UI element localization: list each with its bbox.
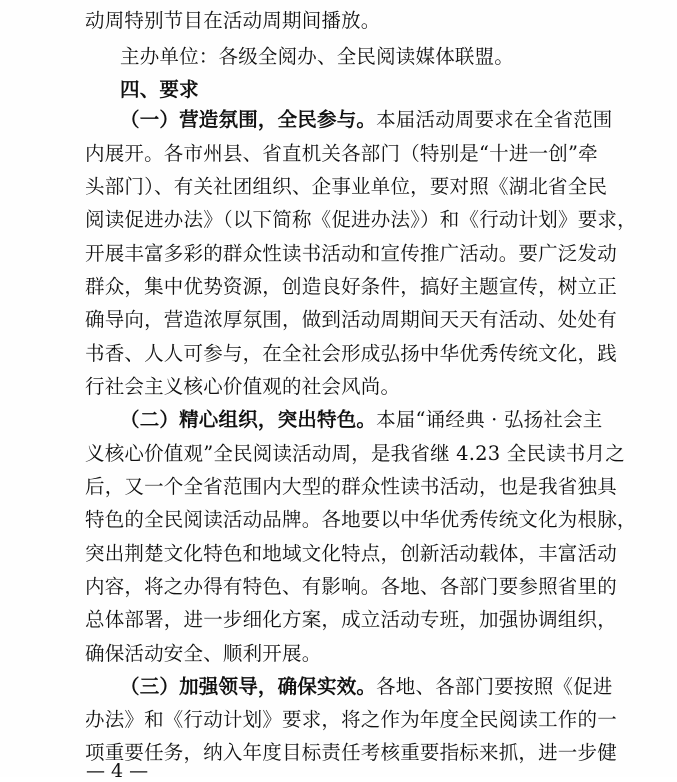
text-line: 群众，集中优势资源，创造良好条件，搞好主题宣传，树立正 (85, 275, 617, 298)
text-line: 义核心价值观”全民阅读活动周，是我省继 4.23 全民读书月之 (85, 442, 625, 465)
text-line: 内容，将之办得有特色、有影响。各地、各部门要参照省里的 (85, 575, 617, 598)
sub-heading: （一）营造氛围，全民参与。 (120, 108, 377, 131)
text-line: 项重要任务，纳入年度目标责任考核重要指标来抓，进一步健 (85, 741, 617, 764)
text-span: 各地、各部门要按照《促进 (376, 675, 613, 698)
text-line: 办法》和《行动计划》要求，将之作为年度全民阅读工作的一 (85, 708, 617, 731)
text-line: 总体部署，进一步细化方案，成立活动专班，加强协调组织， (85, 608, 617, 631)
text-line: 书香、人人可参与，在全社会形成弘扬中华优秀传统文化，践 (85, 342, 617, 365)
text-line: 行社会主义核心价值观的社会风尚。 (85, 375, 401, 398)
text-span: 本届活动周要求在全省范围 (376, 108, 613, 131)
text-line: 后，又一个全省范围内大型的群众性读书活动，也是我省独具 (85, 475, 617, 498)
text-line: 开展丰富多彩的群众性读书活动和宣传推广活动。要广泛发动 (85, 242, 617, 265)
text-line: 头部门）、有关社团组织、企事业单位，要对照《湖北省全民 (85, 175, 608, 198)
text-line: 确导向，营造浓厚氛围，做到活动周期间天天有活动、处处有 (85, 308, 617, 331)
sub-heading: （二）精心组织，突出特色。 (120, 408, 377, 431)
text-span: 本届“诵经典 · 弘扬社会主 (376, 408, 603, 431)
page-number: — 4 — (86, 760, 149, 782)
text-line (120, 103, 613, 137)
text-line: 特色的全民阅读活动品牌。各地要以中华优秀传统文化为根脉， (85, 508, 637, 531)
text-line (120, 403, 603, 437)
text-line: 阅读促进办法》（以下简称《促进办法》）和《行动计划》要求， (85, 208, 637, 231)
text-line: 确保活动安全、顺利开展。 (85, 642, 322, 665)
text-line: 主办单位：各级全阅办、全民阅读媒体联盟。 (120, 45, 515, 68)
text-line: 动周特别节目在活动周期间播放。 (85, 9, 381, 32)
text-line: 突出荆楚文化特色和地域文化特点，创新活动载体，丰富活动 (85, 542, 617, 565)
text-line (120, 670, 613, 704)
sub-heading: （三）加强领导，确保实效。 (120, 675, 377, 698)
section-heading: 四、要求 (120, 78, 199, 101)
text-line: 内展开。各市州县、省直机关各部门（特别是“十进一创”牵 (85, 142, 598, 165)
